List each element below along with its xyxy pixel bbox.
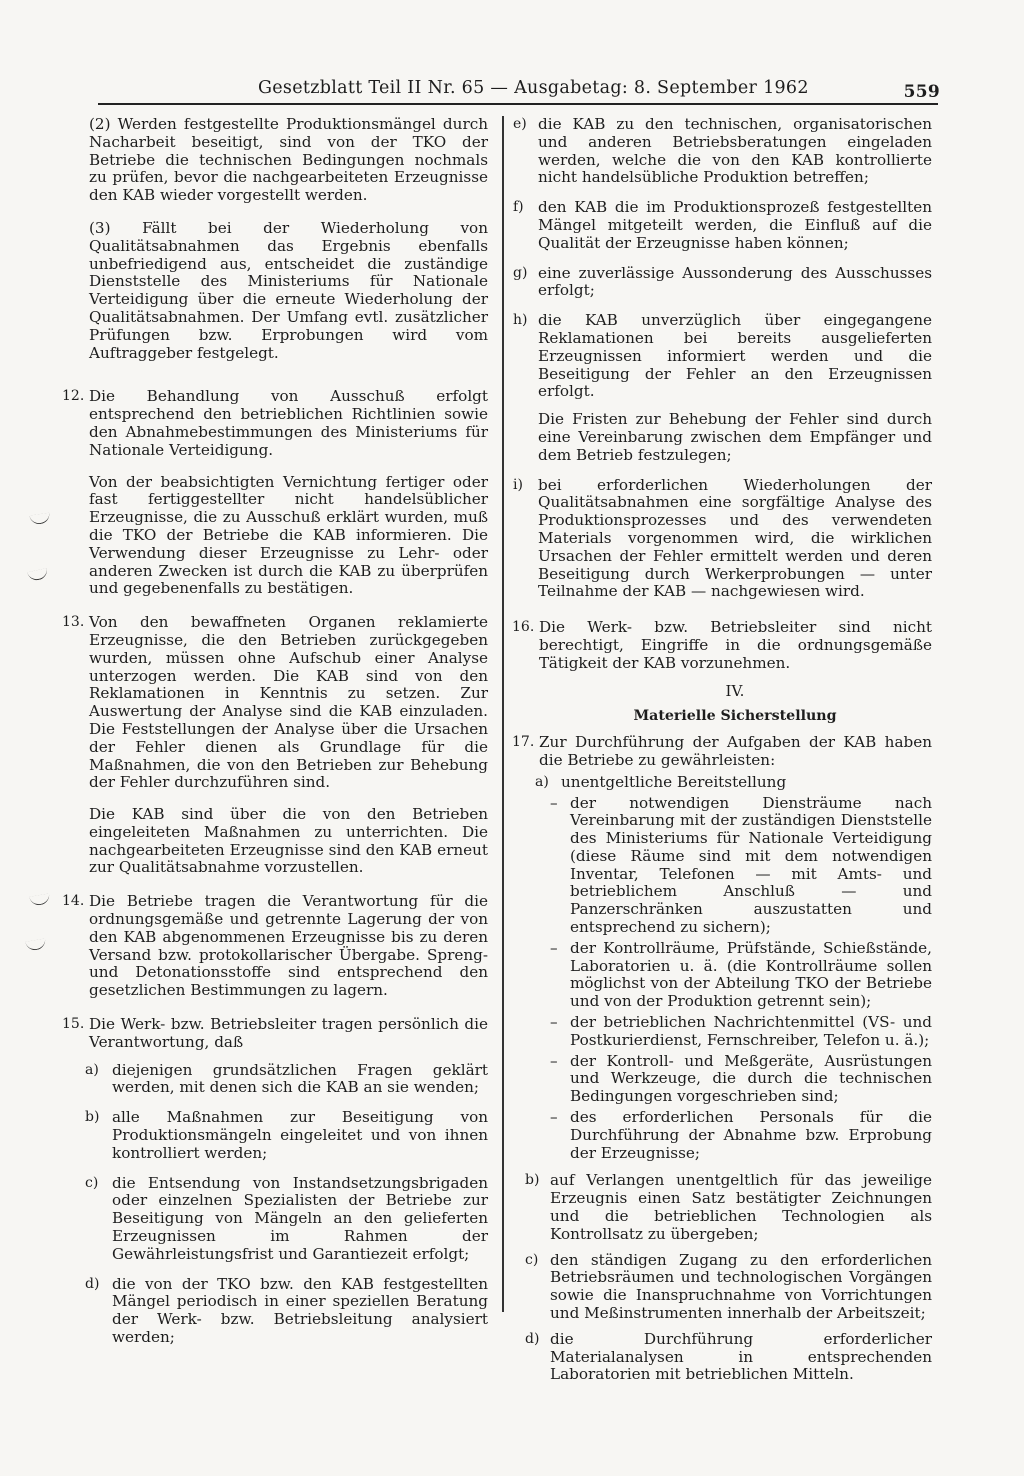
item-text: die KAB zu den technischen, organisatorischen und anderen Betriebsberatungen eingeladen werden, welche die von den KAB kontrollierte nicht handelsübliche Produktion betreffen; [538, 115, 932, 187]
list-item [512, 774, 932, 792]
page-header [100, 74, 940, 104]
item-text: diejenigen grundsätzlichen Fragen geklärt werden, mit denen sich die KAB an sie wenden; [112, 1060, 488, 1097]
list-item [512, 1252, 932, 1323]
section-17 [512, 734, 932, 770]
section-15 [62, 1016, 488, 1052]
section-16 [512, 619, 932, 672]
list-item [512, 199, 932, 252]
item-text: die von der TKO bzw. den KAB festgestellten Mängel periodisch in einer speziellen Beratung der Werk- bzw. Betriebsleitung analysiert werden; [112, 1274, 488, 1347]
dash-item [512, 940, 932, 1011]
item-text: alle Maßnahmen zur Beseitigung von Produktionsmängeln eingeleitet und von ihnen kontrolliert werden; [112, 1108, 488, 1162]
page-number: 559 [903, 82, 940, 102]
dash-text: der betrieblichen Nachrichtenmittel (VS- und Postkurierdienst, Fernschreiber, Telefon u. ä.); [570, 1013, 932, 1049]
item-label: h) [513, 312, 528, 329]
list-item [512, 1172, 932, 1243]
dash-mark: – [550, 793, 558, 812]
dash-item [512, 795, 932, 937]
list-item [512, 1331, 932, 1384]
dash-item [512, 1014, 932, 1050]
item-text: auf Verlangen unentgeltlich für das jeweilige Erzeugnis einen Satz bestätigter Zeichnungen und die betrieblichen Technologien als Kontrollsatz zu übergeben; [550, 1171, 932, 1243]
dash-text: der Kontroll- und Meßgeräte, Ausrüstungen und Werkzeuge, die durch die technischen Bedingungen vorgeschrieben sind; [570, 1051, 932, 1106]
dash-item [512, 1109, 932, 1162]
paragraph-3: (3) Fällt bei der Wiederholung von Qualitätsabnahmen das Ergebnis ebenfalls unbefriedigend aus, entscheidet die zuständige Dienststelle des Ministeriums für Nationale Verteidigung über die erneute Wiederholung der Qualitätsabnahmen. Der Umfang evtl. zusätzlicher Prüfungen bzw. Erprobungen wird vom Auftraggeber festgelegt. [89, 218, 488, 362]
margin-tick-mark [25, 938, 46, 951]
list-item [62, 1109, 488, 1162]
item-label: c) [85, 1174, 99, 1191]
section-17-text: Zur Durchführung der Aufgaben der KAB haben die Betriebe zu gewährleisten: [539, 733, 932, 769]
section-16-text: Die Werk- bzw. Betriebsleiter sind nicht berechtigt, Eingriffe in die ordnungsgemäße Tätigkeit der KAB vorzunehmen. [539, 618, 932, 672]
dash-mark: – [550, 1051, 558, 1070]
item-text: die Durchführung erforderlicher Materialanalysen in entsprechenden Laboratorien mit betrieblichen Mitteln. [550, 1329, 932, 1384]
item-text: den ständigen Zugang zu den erforderlichen Betriebsräumen und technologischen Vorgängen sowie die Inanspruchnahme von Vorrichtungen und Meßinstrumenten innerhalb der Arbeitszeit; [550, 1250, 932, 1323]
running-header: Gesetzblatt Teil II Nr. 65 — Ausgabetag: 8. September 1962 [258, 78, 809, 98]
item-label: a) [535, 773, 549, 790]
paragraph-2: (2) Werden festgestellte Produktionsmängel durch Nacharbeit beseitigt, sind von der TKO der Betriebe die technischen Bedingungen nochmals zu prüfen, bevor die nachgearbeiteten Erzeugnisse den KAB wieder vorgestellt werden. [89, 115, 488, 205]
section-12-text: Die Behandlung von Ausschuß erfolgt entsprechend den betrieblichen Richtlinien sowie den Abnahmebestimmungen des Ministeriums für Nationale Verteidigung. [89, 387, 488, 459]
section-13-text-2: Die KAB sind über die von den Betrieben eingeleiteten Maßnahmen zu unterrichten. Die nachgearbeiteten Erzeugnisse sind den KAB erneut zur Qualitätsabnahme vorzustellen. [89, 805, 488, 877]
section-15-text: Die Werk- bzw. Betriebsleiter tragen persönlich die Verantwortung, daß [89, 1015, 488, 1051]
item-text: eine zuverlässige Aussonderung des Ausschusses erfolgt; [538, 263, 932, 300]
item-label: c) [525, 1251, 539, 1268]
header-rule [98, 103, 938, 105]
list-item [62, 1175, 488, 1264]
item-label: a) [85, 1061, 99, 1078]
item-text: unentgeltliche Bereitstellung [561, 772, 787, 791]
section-13-text: Von den bewaffneten Organen reklamierte Erzeugnisse, die den Betrieben zurückgegeben wurden, müssen ohne Aufschub einer Analyse unterzogen werden. Die KAB sind von den Reklamationen in Kenntnis zu setzen. Zur Auswertung der Analyse sind die KAB einzuladen. Die Feststellungen der Analyse über die Ursachen der Fehler dienen als Grundlage für die Maßnahmen, die von den Betrieben zur Behebung der Fehler durchzuführen sind. [89, 613, 488, 792]
list-item [512, 312, 932, 464]
item-text: bei erforderlichen Wiederholungen der Qualitätsabnahmen eine sorgfältige Analyse des Produktionsprozesses und des verwendeten Materials vorgenommen wird, die wirklichen Ursachen der Fehler ermittelt werden und deren Beseitigung durch Werkerprobungen — unter Teilnahme der KAB — nachgewiesen wird. [538, 475, 932, 601]
list-item [62, 1276, 488, 1347]
item-label: i) [513, 476, 523, 493]
section-14-text: Die Betriebe tragen die Verantwortung für die ordnungsgemäße und getrennte Lagerung der von den KAB abgenommenen Erzeugnisse bis zu deren Versand bzw. protokollarischer Übergabe. Spreng- und Detonationsstoffe sind entsprechend den gesetzlichen Bestimmungen zu lagern. [89, 892, 488, 1000]
item-text: den KAB die im Produktionsprozeß festgestellten Mängel mitgeteilt werden, die Einfluß auf die Qualität der Erzeugnisse haben können; [538, 198, 932, 252]
section-14 [62, 893, 488, 1000]
list-item [62, 1062, 488, 1098]
dash-text: der Kontrollräume, Prüfstände, Schießstände, Laboratorien u. ä. (die Kontrollräume sollen möglichst von der Abteilung TKO der Betriebe und von der Produktion getrennt sein); [570, 938, 932, 1011]
item-text: die Entsendung von Instandsetzungsbrigaden oder einzelnen Spezialisten der Betriebe zur Beseitigung von Mängeln an den gelieferten Erzeugnissen im Rahmen der Gewährleistungsfrist und Garantiezeit erfolgt; [112, 1173, 488, 1263]
dash-mark: – [550, 1108, 558, 1127]
item-label: d) [525, 1330, 540, 1347]
section-13 [62, 614, 488, 877]
dash-text: der notwendigen Diensträume nach Vereinbarung mit der zuständigen Dienststelle des Ministeriums für Nationale Verteidigung (diese Räume sind mit dem notwendigen Inventar, Telefonen — mit Amts- und betrieblichem Anschluß — und Panzerschränken auszustatten und entsprechend zu sichern); [570, 793, 932, 937]
dash-mark: – [550, 1013, 558, 1032]
margin-tick-mark [29, 893, 50, 906]
item-label: b) [85, 1109, 100, 1126]
section-15-items-left [62, 1062, 488, 1347]
section-number: 17. [512, 734, 535, 751]
dash-text: des erforderlichen Personals für die Durchführung der Abnahme bzw. Erprobung der Erzeugnisse; [570, 1108, 932, 1162]
item-text: die KAB unverzüglich über eingegangene Reklamationen bei bereits ausgelieferten Erzeugnissen informiert werden und die Beseitigung der Fehler an den Erzeugnissen erfolgt. [538, 311, 932, 401]
section-number: 16. [512, 619, 535, 636]
section-heading-number: IV. [725, 681, 745, 700]
dash-item [512, 1053, 932, 1106]
item-label: f) [513, 199, 524, 216]
section-number: 15. [62, 1016, 85, 1033]
right-column [512, 116, 932, 1384]
item-label: b) [525, 1172, 540, 1189]
section-number: 13. [62, 614, 85, 631]
item-label: e) [513, 116, 527, 132]
section-heading-title: Materielle Sicherstellung [633, 708, 837, 725]
left-column [62, 116, 488, 1347]
item-label: d) [85, 1275, 100, 1292]
list-item [512, 477, 932, 602]
list-item [512, 265, 932, 301]
item-label: g) [513, 264, 528, 281]
margin-tick-mark [29, 513, 50, 526]
item-note: Die Fristen zur Behebung der Fehler sind durch eine Vereinbarung zwischen dem Empfänger und dem Betrieb festzulegen; [538, 410, 932, 464]
section-number: 12. [62, 388, 85, 405]
column-divider [502, 116, 504, 1312]
margin-tick-mark [27, 568, 49, 582]
section-number: 14. [62, 893, 85, 910]
dash-mark: – [550, 938, 558, 957]
section-12-text-2: Von der beabsichtigten Vernichtung fertiger oder fast fertiggestellter nicht handelsüblicher Erzeugnisse, die zu Ausschuß erklärt wurden, muß die TKO der Betriebe die KAB informieren. Die Verwendung dieser Erzeugnisse zu Lehr- oder anderen Zwecken ist durch die KAB zu überprüfen und gegebenenfalls zu bestätigen. [89, 472, 488, 598]
list-item [512, 116, 932, 187]
section-12 [62, 388, 488, 598]
